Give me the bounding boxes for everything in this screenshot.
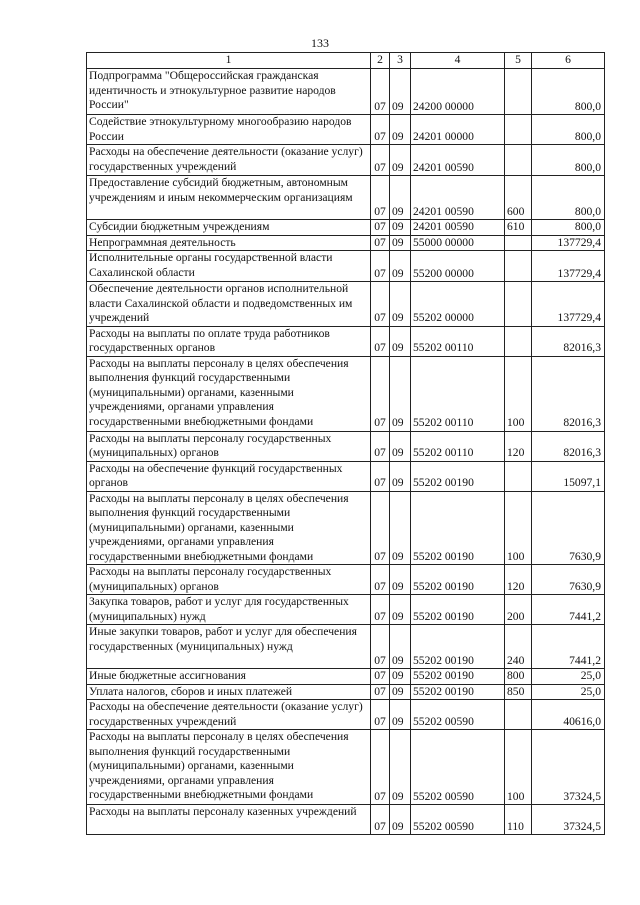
table-row: [87, 69, 605, 115]
row-section: 07: [371, 805, 390, 835]
row-name: Непрограммная деятельность: [87, 235, 371, 251]
row-target-code: 24201 00590: [411, 220, 505, 236]
row-amount: 37324,5: [532, 730, 605, 805]
row-expense-type: 120: [505, 565, 532, 595]
row-subsection: 09: [390, 356, 411, 431]
row-expense-type: 120: [505, 431, 532, 461]
row-name: Иные закупки товаров, работ и услуг для обеспечения государственных (муниципальных) нужд: [87, 625, 371, 669]
row-subsection: 09: [390, 684, 411, 700]
row-section: 07: [371, 565, 390, 595]
row-amount: 15097,1: [532, 461, 605, 491]
row-name: Расходы на обеспечение функций государственных органов: [87, 461, 371, 491]
row-expense-type: 200: [505, 595, 532, 625]
row-target-code: 55202 00190: [411, 461, 505, 491]
row-section: 07: [371, 730, 390, 805]
row-expense-type: 610: [505, 220, 532, 236]
row-target-code: 24201 00590: [411, 145, 505, 176]
row-expense-type: [505, 326, 532, 356]
table-row: [87, 282, 605, 327]
row-subsection: 09: [390, 282, 411, 327]
table-row: [87, 235, 605, 251]
row-name: Содействие этнокультурному многообразию народов России: [87, 115, 371, 145]
row-section: 07: [371, 69, 390, 115]
row-target-code: 55202 00110: [411, 356, 505, 431]
row-name: Расходы на выплаты персоналу государственных (муниципальных) органов: [87, 565, 371, 595]
header-col-5: 5: [505, 53, 532, 69]
row-subsection: 09: [390, 669, 411, 685]
row-section: 07: [371, 431, 390, 461]
table-row: [87, 595, 605, 625]
row-name: Обеспечение деятельности органов исполнительной власти Сахалинской области и подведомственных им учреждений: [87, 282, 371, 327]
row-amount: 137729,4: [532, 282, 605, 327]
row-section: 07: [371, 461, 390, 491]
row-expense-type: 100: [505, 730, 532, 805]
table-row: [87, 220, 605, 236]
row-subsection: 09: [390, 251, 411, 282]
table-row: [87, 805, 605, 835]
header-col-2: 2: [371, 53, 390, 69]
table-row: [87, 461, 605, 491]
row-name: Расходы на выплаты по оплате труда работников государственных органов: [87, 326, 371, 356]
table-row: [87, 565, 605, 595]
row-expense-type: 800: [505, 669, 532, 685]
row-target-code: 55202 00190: [411, 595, 505, 625]
row-amount: 7630,9: [532, 491, 605, 565]
row-target-code: 55202 00190: [411, 491, 505, 565]
row-subsection: 09: [390, 176, 411, 220]
table-row: [87, 115, 605, 145]
table-row: [87, 684, 605, 700]
row-section: 07: [371, 669, 390, 685]
row-amount: 82016,3: [532, 431, 605, 461]
table-row: [87, 730, 605, 805]
row-name: Исполнительные органы государственной власти Сахалинской области: [87, 251, 371, 282]
row-target-code: 55202 00190: [411, 625, 505, 669]
header-row: [87, 53, 605, 69]
row-amount: 25,0: [532, 684, 605, 700]
table-body: [87, 69, 605, 835]
table-row: [87, 176, 605, 220]
table-row: [87, 700, 605, 730]
row-target-code: 55202 00190: [411, 565, 505, 595]
row-subsection: 09: [390, 565, 411, 595]
row-amount: 7441,2: [532, 595, 605, 625]
row-amount: 7441,2: [532, 625, 605, 669]
row-amount: 800,0: [532, 176, 605, 220]
row-section: 07: [371, 251, 390, 282]
row-name: Иные бюджетные ассигнования: [87, 669, 371, 685]
row-name: Расходы на выплаты персоналу в целях обеспечения выполнения функций государственными (муниципальными) органами, казенными учреждениями, органами управления государственными внебюджетными фондами: [87, 356, 371, 431]
row-section: 07: [371, 356, 390, 431]
row-name: Расходы на выплаты персоналу в целях обеспечения выполнения функций государственными (муниципальными) органами, казенными учреждениями, органами управления государственными внебюджетными фондами: [87, 730, 371, 805]
row-expense-type: [505, 115, 532, 145]
table-row: [87, 326, 605, 356]
row-expense-type: 850: [505, 684, 532, 700]
row-target-code: 55202 00590: [411, 805, 505, 835]
row-section: 07: [371, 491, 390, 565]
row-amount: 800,0: [532, 69, 605, 115]
row-name: Расходы на обеспечение деятельности (оказание услуг) государственных учреждений: [87, 145, 371, 176]
row-expense-type: [505, 145, 532, 176]
row-target-code: 55202 00000: [411, 282, 505, 327]
row-section: 07: [371, 326, 390, 356]
table-row: [87, 251, 605, 282]
row-amount: 800,0: [532, 220, 605, 236]
row-expense-type: 100: [505, 491, 532, 565]
row-name: Закупка товаров, работ и услуг для государственных (муниципальных) нужд: [87, 595, 371, 625]
row-expense-type: [505, 700, 532, 730]
row-target-code: 55202 00110: [411, 431, 505, 461]
row-amount: 82016,3: [532, 356, 605, 431]
row-target-code: 24201 00000: [411, 115, 505, 145]
row-section: 07: [371, 145, 390, 176]
row-expense-type: [505, 69, 532, 115]
row-target-code: 55202 00190: [411, 669, 505, 685]
row-name: Расходы на выплаты персоналу в целях обеспечения выполнения функций государственными (муниципальными) органами, казенными учреждениями, органами управления государственными внебюджетными фондами: [87, 491, 371, 565]
row-subsection: 09: [390, 145, 411, 176]
table-row: [87, 491, 605, 565]
row-subsection: 09: [390, 461, 411, 491]
row-section: 07: [371, 684, 390, 700]
row-subsection: 09: [390, 700, 411, 730]
row-amount: 137729,4: [532, 235, 605, 251]
row-subsection: 09: [390, 491, 411, 565]
row-name: Уплата налогов, сборов и иных платежей: [87, 684, 371, 700]
row-subsection: 09: [390, 805, 411, 835]
page-number: 133: [311, 36, 329, 50]
table-row: [87, 145, 605, 176]
row-target-code: 55202 00190: [411, 684, 505, 700]
row-amount: 7630,9: [532, 565, 605, 595]
row-expense-type: 100: [505, 356, 532, 431]
row-amount: 25,0: [532, 669, 605, 685]
row-subsection: 09: [390, 595, 411, 625]
row-expense-type: 110: [505, 805, 532, 835]
row-subsection: 09: [390, 431, 411, 461]
row-target-code: 55200 00000: [411, 251, 505, 282]
row-expense-type: [505, 461, 532, 491]
header-col-4: 4: [411, 53, 505, 69]
row-expense-type: 240: [505, 625, 532, 669]
row-subsection: 09: [390, 625, 411, 669]
header-col-6: 6: [532, 53, 605, 69]
row-subsection: 09: [390, 69, 411, 115]
header-col-3: 3: [390, 53, 411, 69]
row-subsection: 09: [390, 730, 411, 805]
row-name: Предоставление субсидий бюджетным, автономным учреждениям и иным некоммерческим организациям: [87, 176, 371, 220]
row-target-code: 55000 00000: [411, 235, 505, 251]
table-row: [87, 356, 605, 431]
row-expense-type: [505, 251, 532, 282]
row-target-code: 24200 00000: [411, 69, 505, 115]
table-row: [87, 625, 605, 669]
row-target-code: 55202 00110: [411, 326, 505, 356]
row-amount: 37324,5: [532, 805, 605, 835]
row-name: Расходы на выплаты персоналу государственных (муниципальных) органов: [87, 431, 371, 461]
row-name: Подпрограмма "Общероссийская гражданская идентичность и этнокультурное развитие народов России": [87, 69, 371, 115]
row-expense-type: [505, 235, 532, 251]
row-amount: 137729,4: [532, 251, 605, 282]
row-expense-type: [505, 282, 532, 327]
row-target-code: 24201 00590: [411, 176, 505, 220]
table-row: [87, 431, 605, 461]
table-row: [87, 669, 605, 685]
row-subsection: 09: [390, 235, 411, 251]
row-name: Расходы на выплаты персоналу казенных учреждений: [87, 805, 371, 835]
row-amount: 40616,0: [532, 700, 605, 730]
row-section: 07: [371, 595, 390, 625]
row-section: 07: [371, 700, 390, 730]
row-section: 07: [371, 220, 390, 236]
row-name: Субсидии бюджетным учреждениям: [87, 220, 371, 236]
budget-table: [86, 52, 605, 835]
row-amount: 800,0: [532, 115, 605, 145]
row-amount: 800,0: [532, 145, 605, 176]
row-section: 07: [371, 235, 390, 251]
row-section: 07: [371, 115, 390, 145]
row-section: 07: [371, 625, 390, 669]
header-col-1: 1: [87, 53, 371, 69]
row-target-code: 55202 00590: [411, 700, 505, 730]
row-target-code: 55202 00590: [411, 730, 505, 805]
row-expense-type: 600: [505, 176, 532, 220]
row-amount: 82016,3: [532, 326, 605, 356]
row-section: 07: [371, 282, 390, 327]
row-subsection: 09: [390, 115, 411, 145]
row-subsection: 09: [390, 220, 411, 236]
row-name: Расходы на обеспечение деятельности (оказание услуг) государственных учреждений: [87, 700, 371, 730]
row-section: 07: [371, 176, 390, 220]
row-subsection: 09: [390, 326, 411, 356]
